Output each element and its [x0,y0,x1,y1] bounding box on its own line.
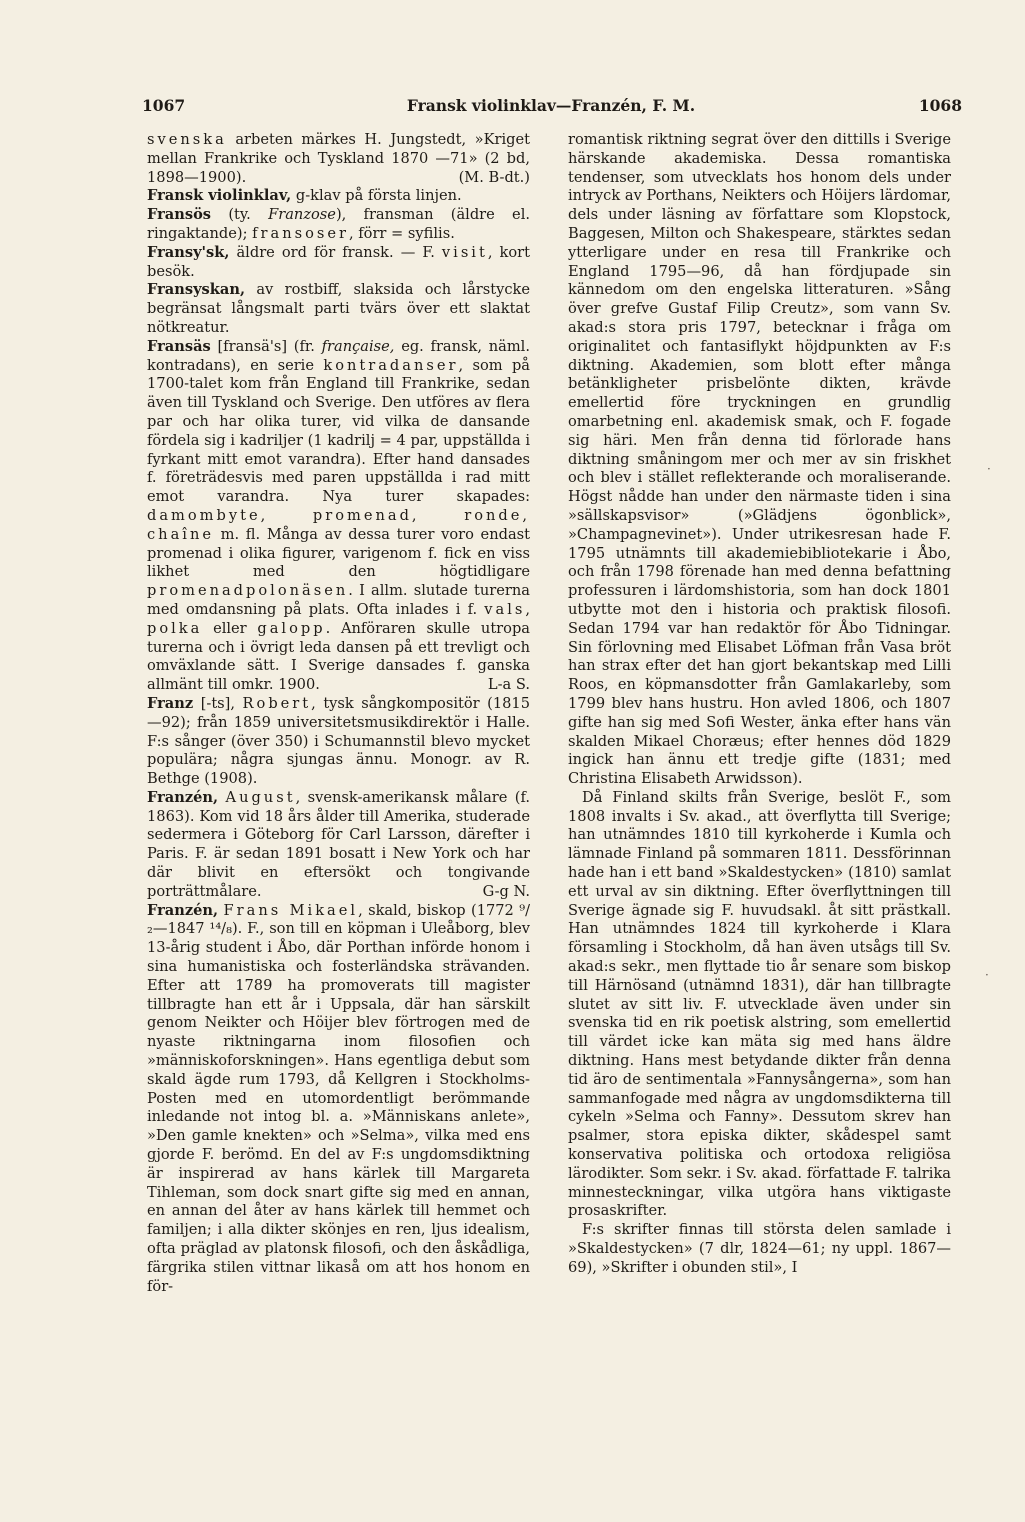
header-title: Fransk violinklav—Franzén, F. M. [406,96,696,115]
author-signature: (M. B-dt.) [458,168,530,186]
headword: Fransös [147,206,212,224]
entry-fransk-violinklav: Fransk violinklav, g-klav på första linjen. [147,187,462,205]
headword: Franz [147,694,194,712]
author-signature: L-a S. [487,676,530,694]
margin-dot: · [987,462,991,476]
entry-fransas: Fransäs [fransä's] (fr. française, eg. fransk, näml. kontradans), en serie kontradanser, som på 1700-talet kom från England till Frankrike, sedan även till Tyskland och Sverige. Den utföres av flera par och har olika turer, vid vilka de dansande fördela sig i kadriljer (1 kadrilj = 4 par, uppställda i fyrkant mitt emot varandra). Efter hand dansades f. företrädesvis med paren uppställda i rad mitt emot varandra. Nya turer skapades: damombyte, promenad, ronde, chaîne m. fl. Många av dessa turer voro endast promenad i olika figurer, varigenom f. fick en viss likhet med den högtidligare promenadpolonäsen. I allm. slutade turerna med omdansning på plats. Ofta inlades i f. vals, polka eller galopp. Anföraren skulle utropa turerna och i övrigt leda dansen på ett trevligt och omväxlande sätt. I Sverige dansades f. ganska allmänt till omkr. 1900. L-a S. [147,337,530,694]
headword: Fransk violinklav, [147,187,292,205]
headword: Fransäs [147,337,211,355]
headword: Fransy'sk, [147,243,230,261]
paragraph: Då Finland skilts från Sverige, beslöt F., som 1808 invalts i Sv. akad., att överflytta till Sverige; han utnämndes 1810 till kyrkoherde i Kumla och lämnade Finland på sommaren 1811. Dessförinnan hade han i ett band »Skaldestycken» (1810) samlat ett urval av sin diktning. Efter överflyttningen till Sverige ägnade sig F. huvudsakl. åt sitt prästkall. Han utnämndes 1824 till kyrkoherde i Klara församling i Stockholm, då han även utsågs till Sv. akad:s sekr., men flyttade tio år senare som biskop till Härnösand (utnämnd 1831), där han tillbragte slutet av sitt liv. F. utvecklade även under sin svenska tid en rik poetisk alstring, som emellertid till värdet icke kan mäta sig med hans äldre diktning. Hans mest betydande dikter från denna tid äro de sentimentala »Fannysångerna», som han sammanfogade med några av ungdomsdikterna till cykeln »Selma och Fanny». Dessutom skrev han psalmer, stora episka dikter, skådespel samt konservativa politiska och ortodoxa religiösa lärodikter. Som sekr. i Sv. akad. författade F. talrika minnesteckningar, vilka utgöra hans viktigaste prosaskrifter. [568,788,951,1220]
left-column [147,131,530,1296]
entry-fransyskan: Fransyskan, av rostbiff, slaksida och lårstycke begränsat långsmalt parti tvärs över ett slaktat nötkreatur. [147,281,530,336]
headword: Franzén, [147,788,219,806]
running-header [140,96,962,122]
entry-franzen-august: Franzén, August, svensk-amerikansk målare (f. 1863). Kom vid 18 års ålder till Amerika, studerade sedermera i Göteborg för Carl Larsson, därefter i Paris. F. är sedan 1891 bosatt i New York och har där blivit en eftersökt och tongivande porträttmålare. G-g N. [147,788,530,900]
page-number-left: 1067 [142,96,186,115]
entry-franzen-frans-mikael: Franzén, Frans Mikael, skald, biskop (1772 ⁹/₂—1847 ¹⁴/₈). F., son till en köpman i Uleåborg, blev 13-årig student i Åbo, där Porthan införde honom i sina humanistiska och fosterländska strävanden. Efter att 1789 ha promoverats till magister tillbragte han ett år i Uppsala, där han särskilt genom Neikter och Höijer blev förtrogen med de nyaste riktningarna inom filosofien och »människoforskningen». Hans egentliga debut som skald ägde rum 1793, då Kellgren i Stockholms-Posten med en utomordentligt berömmande inledande not intog bl. a. »Människans anlete», »Den gamle knekten» och »Selma», vilka med ens gjorde F. berömd. En del av F:s ungdomsdiktning är inspirerad av hans kärlek till Margareta Tihleman, som dock snart gifte sig med en annan, en annan del åter av hans kärlek till hemmet och familjen; i alla dikter skönjes en ren, ljus idealism, ofta präglad av platonsk filosofi, och den åskådliga, färgrika stilen vittnar likaså om att hos honom en för- [147,901,530,1295]
page-number-right: 1068 [918,96,962,115]
headword: Franzén, [147,901,219,919]
entry-continuation: svenska arbeten märkes H. Jungstedt, »Kriget mellan Frankrike och Tyskland 1870 —71» (2 bd, 1898—1900). (M. B-dt.) [147,131,530,186]
headword: Fransyskan, [147,281,246,299]
entry-fransos: Fransös (ty. Franzose), fransman (äldre el. ringaktande); fransoser, förr = syfilis. [147,206,531,242]
author-signature: G-g N. [482,882,530,900]
entry-fransysk: Fransy'sk, äldre ord för fransk. — F. visit, kort besök. [147,243,530,280]
paragraph: romantisk riktning segrat över den dittills i Sverige härskande akademiska. Dessa romantiska tendenser, som utvecklats hos honom dels under intryck av Porthans, Neikters och Höijers lärdomar, dels under läsning av författare som Klopstock, Baggesen, Milton och Shakespeare, stärktes sedan ytterligare under en resa till Frankrike och England 1795—96, då han fördjupade sin kännedom om den engelska litteraturen. »Sång över grefve Gustaf Filip Creutz», som vann Sv. akad:s stora pris 1797, betecknar i fråga om originalitet och fantasiflykt höjdpunkten av F:s diktning. Akademien, som blott efter många betänkligheter prisbelönte dikten, krävde emellertid före tryckningen en grundlig omarbetning enl. akademisk smak, och F. fogade sig häri. Men från denna tid förlorade hans diktning småningom mer och mer av sin friskhet och blev i stället reflekterande och moraliserande. Högst nådde han under den närmaste tiden i sina »sällskapsvisor» (»Glädjens ögonblick», »Champagnevinet»). Under utrikesresan hade F. 1795 utnämnts till akademiebibliotekarie i Åbo, och från 1798 förenade han med denna befattning professuren i lärdomshistoria, som han dock 1801 utbytte mot den i historia och praktisk filosofi. Sedan 1794 var han redaktör för Åbo Tidningar. Sin förlovning med Elisabet Löfman från Vasa bröt han strax efter det han gjort bekantskap med Lilli Roos, en köpmansdotter från Gamlakarleby, som 1799 blev hans hustru. Hon avled 1806, och 1807 gifte han sig med Sofi Wester, änka efter hans vän skalden Mikael Choræus; efter hennes död 1829 ingick han ännu ett tredje gifte (1831; med Christina Elisabeth Arwidsson). [568,131,951,788]
entry-franz-robert: Franz [-ts], Robert, tysk sångkompositör (1815—92); från 1859 universitetsmusikdirektör i Halle. F:s sånger (över 350) i Schumannstil blevo mycket populära; några sjungas ännu. Monogr. av R. Bethge (1908). [147,694,530,788]
margin-dot: · [985,968,989,982]
paragraph: F:s skrifter finnas till största delen samlade i »Skaldestycken» (7 dlr, 1824—61; ny uppl. 1867—69), »Skrifter i obunden stil», I [568,1221,951,1276]
right-column [568,131,951,1278]
